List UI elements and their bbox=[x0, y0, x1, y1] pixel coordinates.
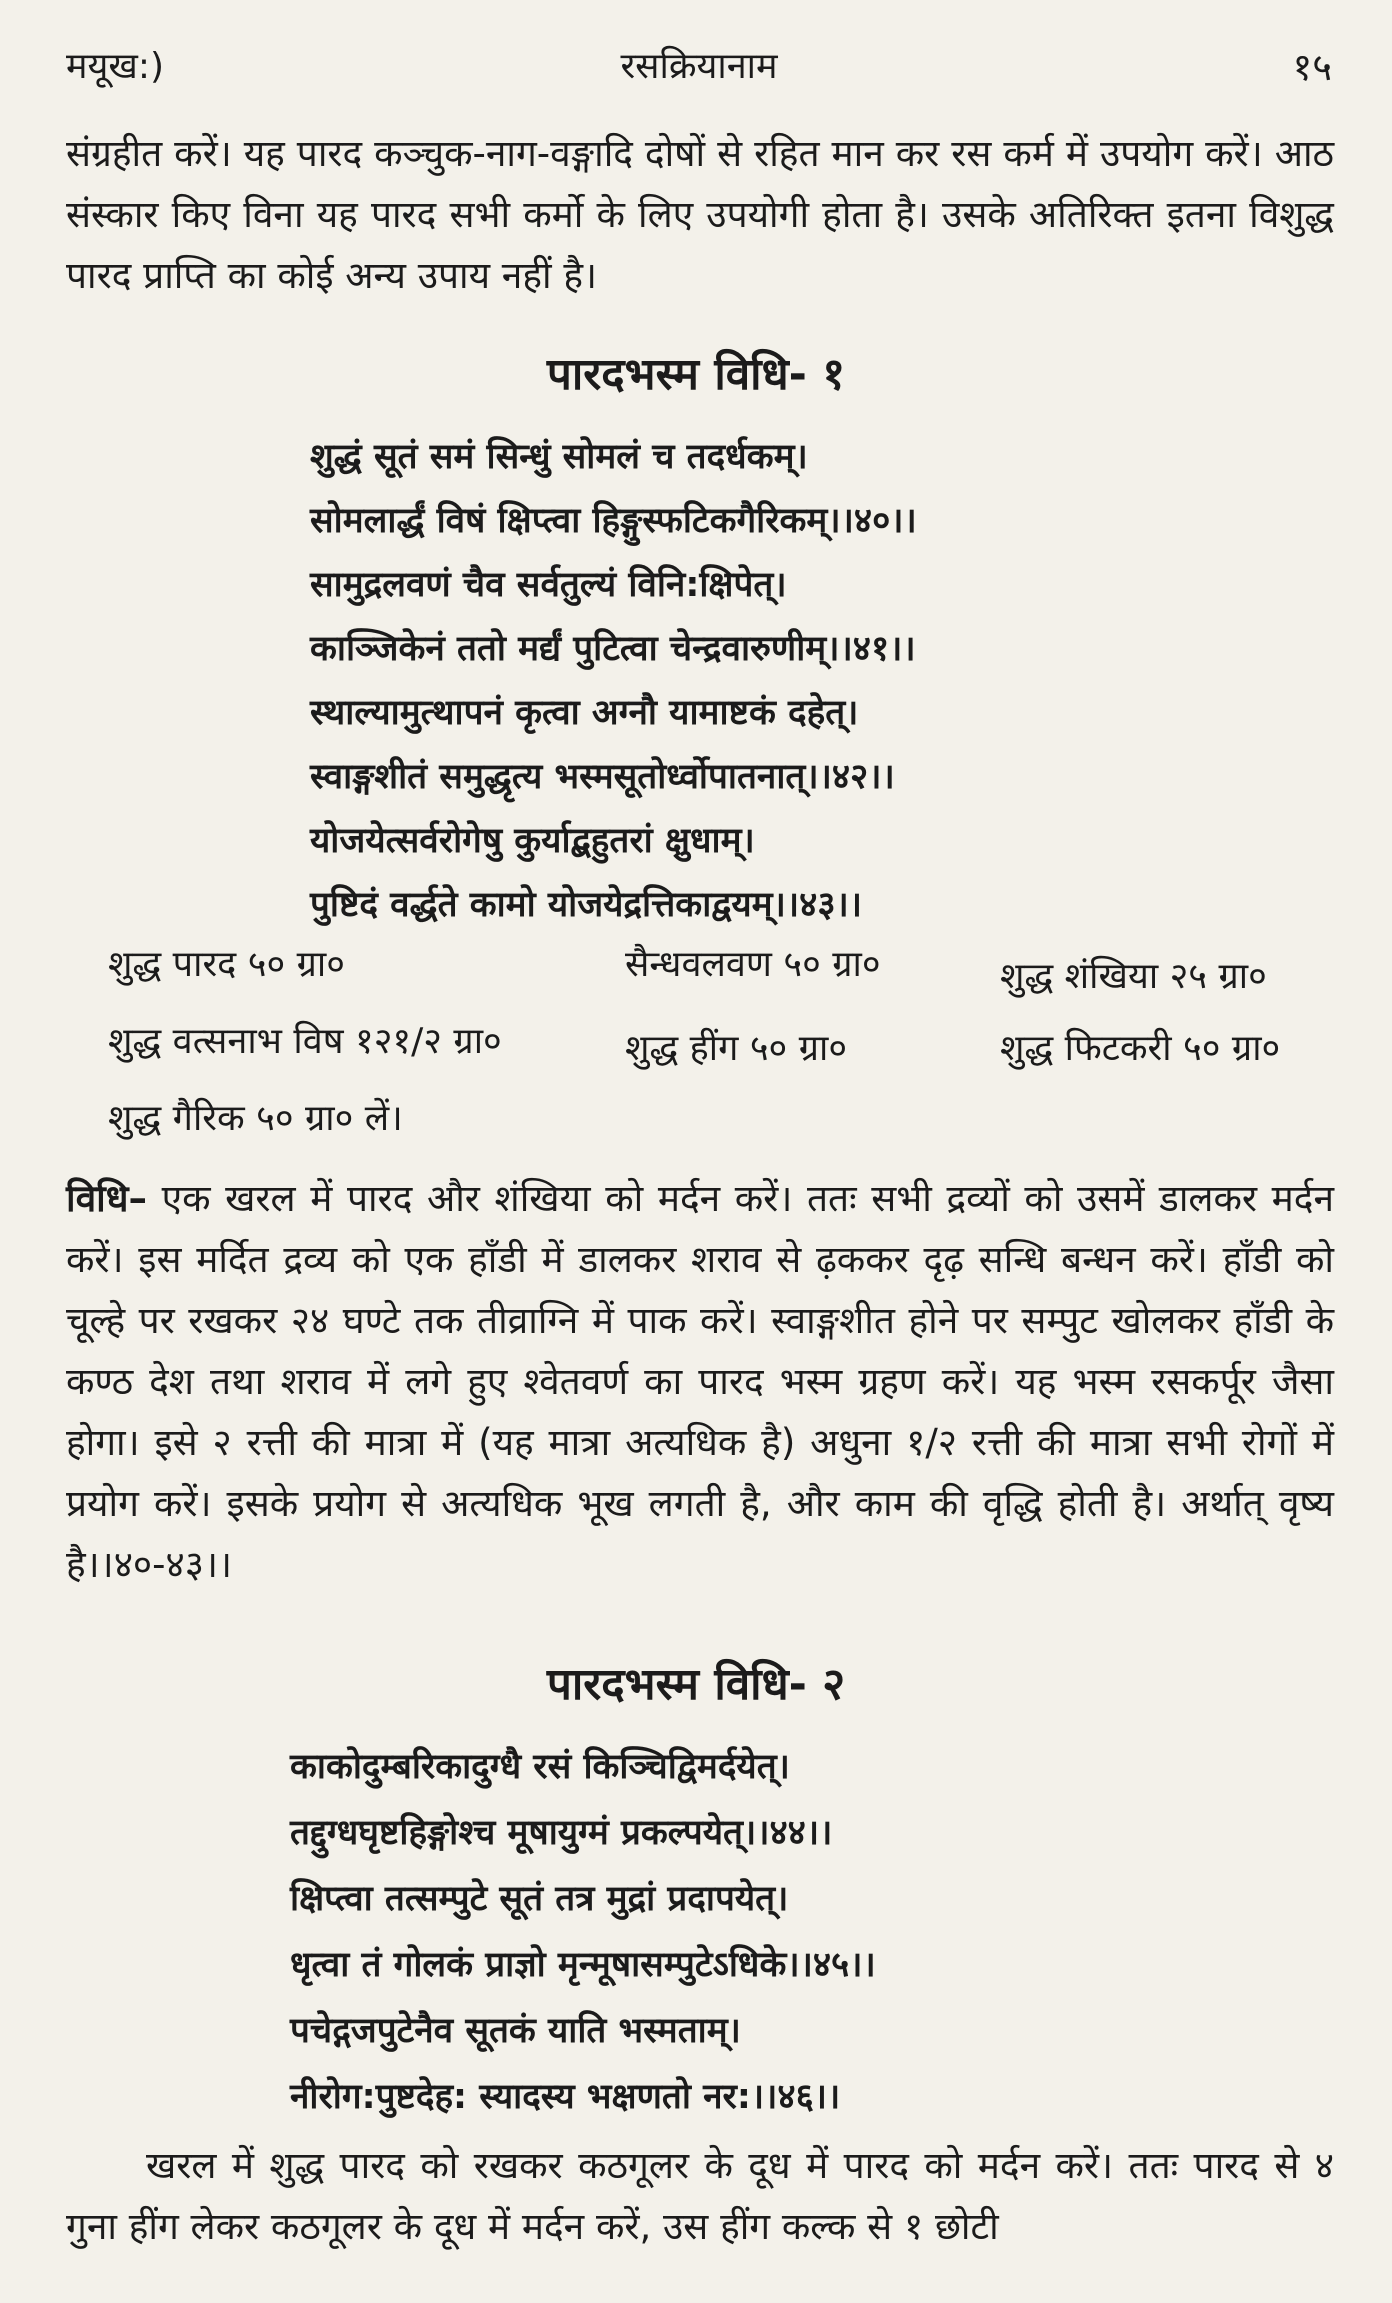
ingredient: शुद्ध फिटकरी ५० ग्रा० bbox=[1000, 1028, 1281, 1069]
intro-paragraph: संग्रहीत करें। यह पारद कञ्चुक-नाग-वङ्गादि दोषों से रहित मान कर रस कर्म में उपयोग करें। आठ संस्कार किए विना यह पारद सभी कर्मो के लिए उपयोगी होता है। उसके अतिरिक्त इतना विशुद्ध पारद प्राप्ति का कोई अन्य उपाय नहीं है। bbox=[66, 132, 1334, 297]
verse-line: पुष्टिदं वर्द्धते कामो योजयेद्रत्तिकाद्वयम्।।४३।। bbox=[310, 885, 863, 925]
running-title: रसक्रियानाम bbox=[620, 46, 778, 87]
verse-line: सामुद्रलवणं चैव सर्वतुल्यं विनि:क्षिपेत्। bbox=[310, 565, 787, 605]
verse-line: योजयेत्सर्वरोगेषु कुर्याद्बहुतरां क्षुधाम्। bbox=[310, 821, 755, 861]
verse-line: तद्दुग्धघृष्टहिङ्गोश्च मूषायुग्मं प्रकल्पयेत्।।४४।। bbox=[290, 1813, 833, 1853]
verse-line: स्थाल्यामुत्थापनं कृत्वा अग्नौ यामाष्टकं दहेत्। bbox=[310, 693, 859, 733]
method-label: विधि– bbox=[66, 1177, 147, 1220]
verse-line: क्षिप्त्वा तत्सम्पुटे सूतं तत्र मुद्रां प्रदापयेत्। bbox=[290, 1879, 789, 1919]
verse-line: स्वाङ्गशीतं समुद्धृत्य भस्मसूतोर्ध्वोपातनात्।।४२।। bbox=[310, 757, 895, 797]
ingredient: सैन्धवलवण ५० ग्रा० bbox=[625, 944, 881, 985]
verse-line: पचेद्गजपुटेनैव सूतकं याति भस्मताम्। bbox=[290, 2011, 741, 2051]
ingredient: शुद्ध हींग ५० ग्रा० bbox=[625, 1028, 848, 1069]
verse-line: काञ्जिकेनं ततो मर्द्यं पुटित्वा चेन्द्रवारुणीम्।।४१।। bbox=[310, 629, 916, 669]
verse-line: नीरोग:पुष्टदेह: स्यादस्य भक्षणतो नर:।।४६।। bbox=[290, 2077, 841, 2117]
verse-line: शुद्धं सूतं समं सिन्धुं सोमलं च तदर्धकम्। bbox=[310, 437, 808, 477]
section2-paragraph: खरल में शुद्ध पारद को रखकर कठगूलर के दूध में पारद को मर्दन करें। ततः पारद से ४ गुना हींग लेकर कठगूलर के दूध में मर्दन करें, उस हींग कल्क से १ छोटी bbox=[66, 2144, 1334, 2248]
page-number: १५ bbox=[1292, 45, 1332, 89]
verse-line: काकोदुम्बरिकादुग्धै रसं किञ्चिद्विमर्दयेत्। bbox=[290, 1747, 790, 1787]
method-text: एक खरल में पारद और शंखिया को मर्दन करें। ततः सभी द्रव्यों को उसमें डालकर मर्दन करें। इस मर्दित द्रव्य को एक हाँडी में डालकर शराव से ढ़ककर दृढ़ सन्धि बन्धन करें। हाँडी को चूल्हे पर रखकर २४ घण्टे तक तीव्राग्नि में पाक करें। स्वाङ्गशीत होने पर सम्पुट खोलकर हाँडी के कण्ठ देश तथा शराव में लगे हुए श्वेतवर्ण का पारद भस्म ग्रहण करें। यह भस्म रसकर्पूर जैसा होगा। इसे २ रत्ती की मात्रा में (यह मात्रा अत्यधिक है) अधुना १/२ रत्ती की मात्रा सभी रोगों में प्रयोग करें। इसके प्रयोग से अत्यधिक भूख लगती है, और काम की वृद्धि होती है। अर्थात् वृष्य है।।४०-४३।। bbox=[66, 1177, 1334, 1586]
ingredient: शुद्ध गैरिक ५० ग्रा० लें। bbox=[108, 1098, 403, 1139]
chapter-marker: मयूख:) bbox=[66, 46, 165, 87]
section2-heading: पारदभस्म विधि- २ bbox=[546, 1659, 846, 1710]
section1-heading: पारदभस्म विधि- १ bbox=[546, 349, 846, 400]
method-paragraph bbox=[66, 1168, 1334, 1595]
ingredient: शुद्ध वत्सनाभ विष १२१/२ ग्रा० bbox=[108, 1021, 502, 1062]
ingredient: शुद्ध शंखिया २५ ग्रा० bbox=[1000, 956, 1267, 997]
verse-line: सोमलार्द्धं विषं क्षिप्त्वा हिङ्गुस्फटिकगैरिकम्।।४०।। bbox=[310, 501, 917, 541]
ingredient: शुद्ध पारद ५० ग्रा० bbox=[108, 944, 345, 985]
page-header bbox=[66, 40, 1332, 100]
verse-line: धृत्वा तं गोलकं प्राज्ञो मृन्मूषासम्पुटेऽधिके।।४५।। bbox=[290, 1945, 876, 1985]
